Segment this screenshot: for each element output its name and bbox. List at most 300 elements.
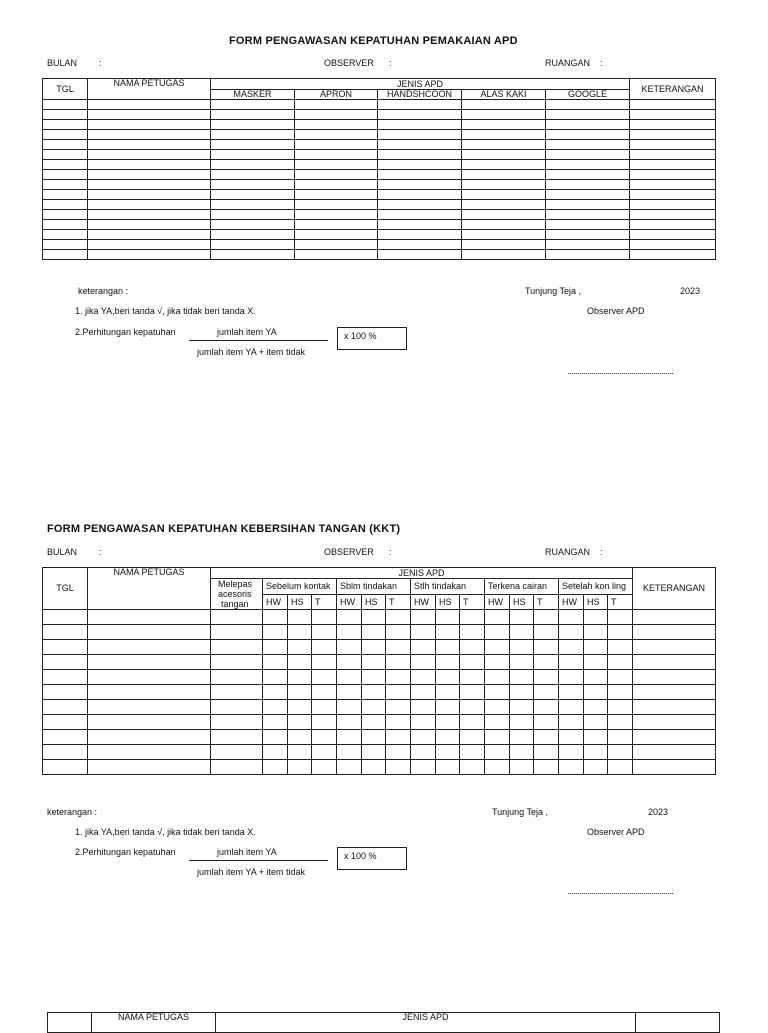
table-cell[interactable] [386,670,411,685]
table-cell[interactable] [378,230,462,240]
table-cell[interactable] [510,745,534,760]
table-cell[interactable] [510,655,534,670]
table-cell[interactable] [43,640,88,655]
table-cell[interactable] [211,250,295,260]
table-cell[interactable] [534,655,559,670]
table-cell[interactable] [633,700,716,715]
table-cell[interactable] [312,745,337,760]
table-cell[interactable] [263,625,288,640]
table-cell[interactable] [633,760,716,775]
table-cell[interactable] [559,670,584,685]
table-cell[interactable] [88,610,211,625]
table-cell[interactable] [88,685,211,700]
table-cell[interactable] [43,745,88,760]
table-cell[interactable] [608,715,633,730]
table-cell[interactable] [436,655,460,670]
table-cell[interactable] [378,130,462,140]
table-cell[interactable] [546,180,630,190]
table-cell[interactable] [88,625,211,640]
table-cell[interactable] [559,745,584,760]
table-cell[interactable] [386,730,411,745]
table-cell[interactable] [534,730,559,745]
table-cell[interactable] [312,610,337,625]
table-cell[interactable] [460,625,485,640]
table-cell[interactable] [43,150,88,160]
table-cell[interactable] [211,670,263,685]
table-cell[interactable] [211,140,295,150]
table-cell[interactable] [88,745,211,760]
table-cell[interactable] [295,100,378,110]
table-cell[interactable] [462,100,546,110]
table-cell[interactable] [43,220,88,230]
table-cell[interactable] [43,250,88,260]
table-cell[interactable] [534,745,559,760]
table-cell[interactable] [510,715,534,730]
table-cell[interactable] [411,745,436,760]
table-cell[interactable] [43,180,88,190]
table-cell[interactable] [337,745,362,760]
table-cell[interactable] [462,140,546,150]
table-cell[interactable] [295,160,378,170]
table-cell[interactable] [608,625,633,640]
table-cell[interactable] [211,200,295,210]
table-cell[interactable] [295,220,378,230]
table-cell[interactable] [88,640,211,655]
table-cell[interactable] [288,730,312,745]
table-cell[interactable] [378,110,462,120]
table-cell[interactable] [362,670,386,685]
table-cell[interactable] [295,250,378,260]
table-cell[interactable] [295,180,378,190]
table-cell[interactable] [211,120,295,130]
table-cell[interactable] [436,730,460,745]
table-cell[interactable] [584,745,608,760]
table-cell[interactable] [633,745,716,760]
table-cell[interactable] [411,730,436,745]
table-cell[interactable] [43,200,88,210]
table-cell[interactable] [411,685,436,700]
table-cell[interactable] [386,760,411,775]
table-cell[interactable] [362,730,386,745]
table-cell[interactable] [608,730,633,745]
table-cell[interactable] [462,200,546,210]
table-cell[interactable] [88,190,211,200]
table-cell[interactable] [378,120,462,130]
table-cell[interactable] [630,120,716,130]
table-cell[interactable] [485,640,510,655]
table-cell[interactable] [462,230,546,240]
table-cell[interactable] [337,730,362,745]
table-cell[interactable] [584,625,608,640]
table-cell[interactable] [288,745,312,760]
table-cell[interactable] [630,210,716,220]
table-cell[interactable] [584,655,608,670]
table-cell[interactable] [633,640,716,655]
table-cell[interactable] [43,625,88,640]
table-cell[interactable] [378,180,462,190]
table-cell[interactable] [510,685,534,700]
table-cell[interactable] [211,210,295,220]
table-cell[interactable] [312,715,337,730]
table-cell[interactable] [88,240,211,250]
table-cell[interactable] [633,625,716,640]
table-cell[interactable] [378,240,462,250]
table-cell[interactable] [295,130,378,140]
table-cell[interactable] [462,150,546,160]
table-cell[interactable] [263,760,288,775]
table-cell[interactable] [43,110,88,120]
table-cell[interactable] [460,700,485,715]
table-cell[interactable] [263,640,288,655]
table-cell[interactable] [43,120,88,130]
table-cell[interactable] [411,760,436,775]
table-cell[interactable] [559,655,584,670]
table-cell[interactable] [411,655,436,670]
table-cell[interactable] [460,730,485,745]
table-cell[interactable] [633,685,716,700]
table-cell[interactable] [462,240,546,250]
table-cell[interactable] [460,685,485,700]
table-cell[interactable] [362,715,386,730]
table-cell[interactable] [263,730,288,745]
table-cell[interactable] [263,610,288,625]
table-cell[interactable] [295,240,378,250]
table-cell[interactable] [211,730,263,745]
table-cell[interactable] [362,655,386,670]
table-cell[interactable] [460,610,485,625]
table-cell[interactable] [295,170,378,180]
table-cell[interactable] [362,760,386,775]
table-cell[interactable] [510,640,534,655]
table-cell[interactable] [633,715,716,730]
table-cell[interactable] [546,130,630,140]
table-cell[interactable] [312,760,337,775]
table-cell[interactable] [288,685,312,700]
table-cell[interactable] [546,100,630,110]
table-cell[interactable] [288,715,312,730]
table-cell[interactable] [630,180,716,190]
table-cell[interactable] [43,230,88,240]
table-cell[interactable] [378,160,462,170]
table-cell[interactable] [211,100,295,110]
table-cell[interactable] [88,250,211,260]
table-cell[interactable] [263,745,288,760]
table-cell[interactable] [211,180,295,190]
table-cell[interactable] [312,700,337,715]
table-cell[interactable] [633,730,716,745]
table-cell[interactable] [43,700,88,715]
table-cell[interactable] [630,250,716,260]
table-cell[interactable] [485,730,510,745]
table-cell[interactable] [460,745,485,760]
table-cell[interactable] [534,640,559,655]
table-cell[interactable] [462,180,546,190]
table-cell[interactable] [295,140,378,150]
table-cell[interactable] [411,670,436,685]
table-cell[interactable] [510,625,534,640]
table-cell[interactable] [43,100,88,110]
table-cell[interactable] [211,715,263,730]
table-cell[interactable] [546,250,630,260]
table-cell[interactable] [211,700,263,715]
table-cell[interactable] [295,190,378,200]
table-cell[interactable] [288,610,312,625]
table-cell[interactable] [584,715,608,730]
table-cell[interactable] [462,220,546,230]
table-cell[interactable] [462,110,546,120]
table-cell[interactable] [411,625,436,640]
table-cell[interactable] [288,655,312,670]
table-cell[interactable] [211,625,263,640]
table-cell[interactable] [436,670,460,685]
table-cell[interactable] [386,685,411,700]
table-cell[interactable] [460,760,485,775]
table-cell[interactable] [88,670,211,685]
table-cell[interactable] [559,715,584,730]
table-cell[interactable] [337,610,362,625]
table-cell[interactable] [534,685,559,700]
table-cell[interactable] [211,150,295,160]
table-cell[interactable] [43,610,88,625]
table-cell[interactable] [263,655,288,670]
table-cell[interactable] [630,140,716,150]
table-cell[interactable] [211,220,295,230]
table-cell[interactable] [312,730,337,745]
table-cell[interactable] [534,760,559,775]
table-cell[interactable] [288,640,312,655]
table-cell[interactable] [630,190,716,200]
table-cell[interactable] [378,140,462,150]
table-cell[interactable] [485,685,510,700]
table-cell[interactable] [88,700,211,715]
table-cell[interactable] [43,670,88,685]
table-cell[interactable] [462,210,546,220]
table-cell[interactable] [608,760,633,775]
table-cell[interactable] [584,610,608,625]
table-cell[interactable] [386,655,411,670]
table-cell[interactable] [460,640,485,655]
table-cell[interactable] [534,625,559,640]
table-cell[interactable] [211,640,263,655]
table-cell[interactable] [386,715,411,730]
table-cell[interactable] [288,625,312,640]
table-cell[interactable] [88,230,211,240]
table-cell[interactable] [337,655,362,670]
table-cell[interactable] [43,140,88,150]
table-cell[interactable] [211,190,295,200]
table-cell[interactable] [534,715,559,730]
table-cell[interactable] [312,655,337,670]
table-cell[interactable] [462,160,546,170]
table-cell[interactable] [411,640,436,655]
table-cell[interactable] [337,760,362,775]
table-cell[interactable] [608,685,633,700]
table-cell[interactable] [462,190,546,200]
table-cell[interactable] [436,640,460,655]
table-cell[interactable] [608,745,633,760]
table-cell[interactable] [584,640,608,655]
table-cell[interactable] [630,150,716,160]
table-cell[interactable] [337,715,362,730]
table-cell[interactable] [88,150,211,160]
table-cell[interactable] [378,200,462,210]
table-cell[interactable] [378,150,462,160]
table-cell[interactable] [386,745,411,760]
table-cell[interactable] [337,640,362,655]
table-cell[interactable] [378,190,462,200]
table-cell[interactable] [546,190,630,200]
table-cell[interactable] [584,670,608,685]
table-cell[interactable] [263,670,288,685]
table-cell[interactable] [295,110,378,120]
table-cell[interactable] [559,685,584,700]
table-cell[interactable] [337,700,362,715]
table-cell[interactable] [462,250,546,260]
table-cell[interactable] [485,700,510,715]
table-cell[interactable] [88,760,211,775]
table-cell[interactable] [559,700,584,715]
table-cell[interactable] [263,700,288,715]
table-cell[interactable] [630,220,716,230]
table-cell[interactable] [386,625,411,640]
table-cell[interactable] [559,610,584,625]
table-cell[interactable] [386,610,411,625]
table-cell[interactable] [88,730,211,745]
table-cell[interactable] [288,700,312,715]
table-cell[interactable] [485,760,510,775]
table-cell[interactable] [584,760,608,775]
table-cell[interactable] [510,760,534,775]
table-cell[interactable] [295,230,378,240]
table-cell[interactable] [312,670,337,685]
table-cell[interactable] [485,670,510,685]
table-cell[interactable] [88,220,211,230]
table-cell[interactable] [462,120,546,130]
table-cell[interactable] [630,170,716,180]
table-cell[interactable] [378,210,462,220]
table-cell[interactable] [362,745,386,760]
table-cell[interactable] [43,240,88,250]
table-cell[interactable] [288,760,312,775]
table-cell[interactable] [43,210,88,220]
table-cell[interactable] [411,610,436,625]
table-cell[interactable] [546,200,630,210]
table-cell[interactable] [630,200,716,210]
table-cell[interactable] [546,230,630,240]
table-cell[interactable] [386,640,411,655]
table-cell[interactable] [295,150,378,160]
table-cell[interactable] [211,160,295,170]
table-cell[interactable] [460,670,485,685]
table-cell[interactable] [546,220,630,230]
table-cell[interactable] [485,655,510,670]
table-cell[interactable] [436,745,460,760]
table-cell[interactable] [211,230,295,240]
table-cell[interactable] [211,685,263,700]
table-cell[interactable] [362,640,386,655]
table-cell[interactable] [43,190,88,200]
table-cell[interactable] [630,100,716,110]
table-cell[interactable] [460,715,485,730]
table-cell[interactable] [608,670,633,685]
table-cell[interactable] [378,220,462,230]
table-cell[interactable] [546,120,630,130]
table-cell[interactable] [485,715,510,730]
table-cell[interactable] [608,610,633,625]
table-cell[interactable] [88,210,211,220]
table-cell[interactable] [546,160,630,170]
table-cell[interactable] [312,685,337,700]
table-cell[interactable] [534,610,559,625]
table-cell[interactable] [362,610,386,625]
table-cell[interactable] [546,210,630,220]
table-cell[interactable] [362,625,386,640]
table-cell[interactable] [43,730,88,745]
table-cell[interactable] [630,110,716,120]
table-cell[interactable] [211,745,263,760]
table-cell[interactable] [88,110,211,120]
table-cell[interactable] [436,610,460,625]
table-cell[interactable] [510,610,534,625]
table-cell[interactable] [546,150,630,160]
table-cell[interactable] [337,670,362,685]
table-cell[interactable] [546,240,630,250]
table-cell[interactable] [88,160,211,170]
table-cell[interactable] [88,655,211,670]
table-cell[interactable] [534,700,559,715]
table-cell[interactable] [485,745,510,760]
table-cell[interactable] [88,140,211,150]
table-cell[interactable] [559,625,584,640]
table-cell[interactable] [312,640,337,655]
table-cell[interactable] [584,700,608,715]
table-cell[interactable] [88,715,211,730]
table-cell[interactable] [312,625,337,640]
table-cell[interactable] [43,170,88,180]
table-cell[interactable] [43,160,88,170]
table-cell[interactable] [633,655,716,670]
table-cell[interactable] [88,170,211,180]
table-cell[interactable] [211,130,295,140]
table-cell[interactable] [411,700,436,715]
table-cell[interactable] [211,760,263,775]
table-cell[interactable] [608,640,633,655]
table-cell[interactable] [337,625,362,640]
table-cell[interactable] [460,655,485,670]
table-cell[interactable] [43,715,88,730]
table-cell[interactable] [362,700,386,715]
table-cell[interactable] [462,130,546,140]
table-cell[interactable] [211,170,295,180]
table-cell[interactable] [295,200,378,210]
table-cell[interactable] [436,625,460,640]
table-cell[interactable] [288,670,312,685]
table-cell[interactable] [295,210,378,220]
table-cell[interactable] [211,240,295,250]
table-cell[interactable] [88,200,211,210]
table-cell[interactable] [43,760,88,775]
table-cell[interactable] [211,610,263,625]
table-cell[interactable] [362,685,386,700]
table-cell[interactable] [510,700,534,715]
table-cell[interactable] [485,625,510,640]
table-cell[interactable] [630,240,716,250]
table-cell[interactable] [630,160,716,170]
table-cell[interactable] [411,715,436,730]
table-cell[interactable] [510,730,534,745]
table-cell[interactable] [88,100,211,110]
table-cell[interactable] [43,655,88,670]
